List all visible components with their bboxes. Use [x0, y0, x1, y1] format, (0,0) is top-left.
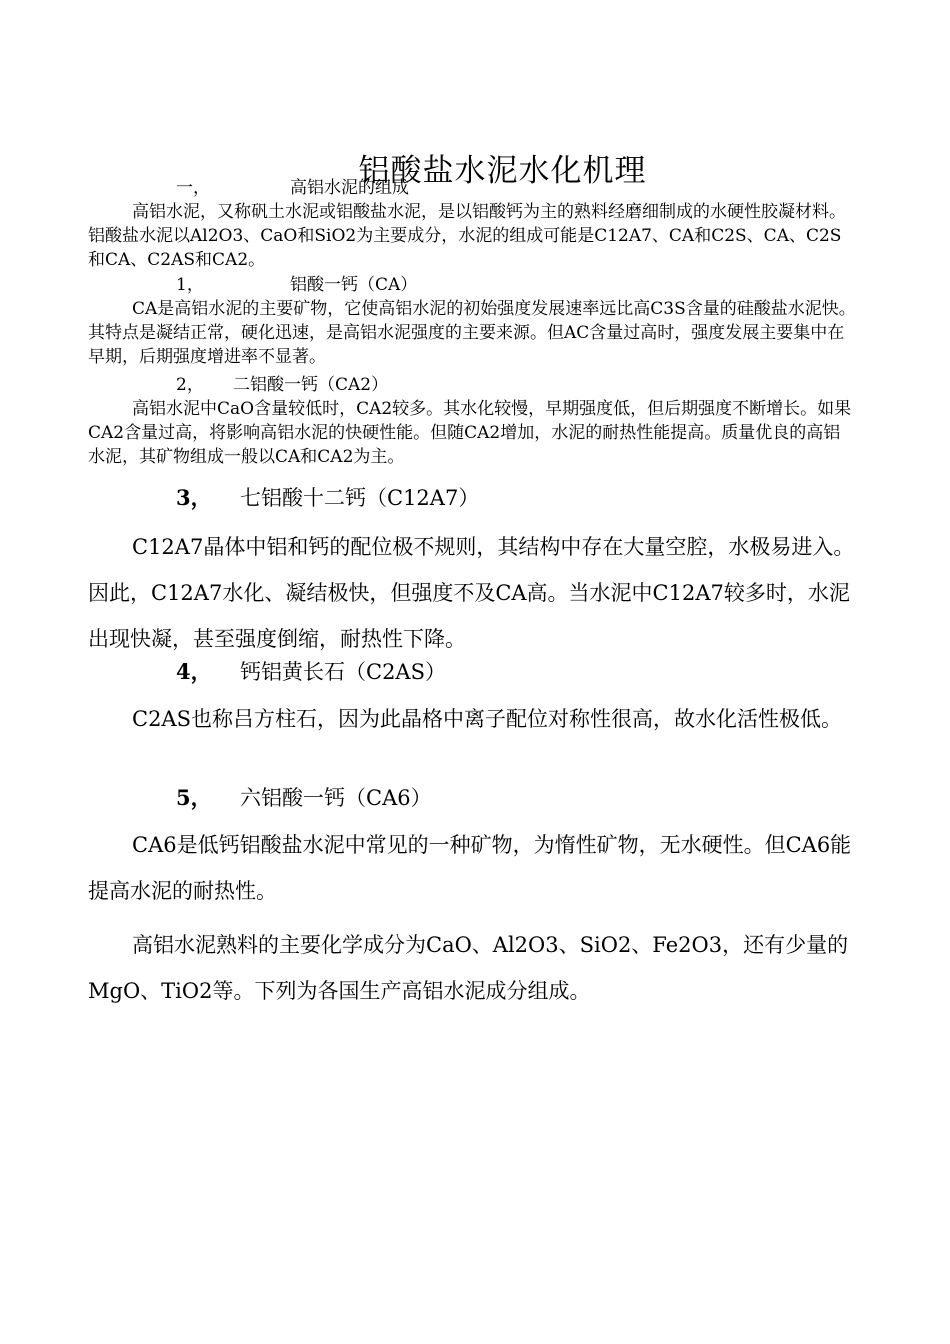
paragraph-ca2: 高铝水泥中CaO含量较低时，CA2较多。其水化较慢，早期强度低，但后期强度不断增长。如果CA2含量过高，将影响高铝水泥的快硬性能。但随CA2增加，水泥的耐热性能提高。质量优良的高铝水泥，其矿物组成一般以CA和CA2为主。: [88, 399, 852, 467]
section-title: 高铝水泥的组成: [290, 178, 409, 198]
paragraph-ca: CA是高铝水泥的主要矿物，它使高铝水泥的初始强度发展速率远比高C3S含量的硅酸盐水泥快。其特点是凝结正常，硬化迅速，是高铝水泥强度的主要来源。但AC含量过高时，强度发展主要集中在早期，后期强度增进率不显著。: [88, 299, 856, 367]
section-number: 4，: [176, 659, 212, 684]
section-heading-6: [88, 776, 856, 820]
section-heading-2: [88, 273, 856, 297]
section-number: 2，: [176, 375, 204, 395]
section-heading-5: [88, 650, 856, 694]
section-heading-3: [88, 373, 856, 397]
paragraph-ca6: CA6是低钙铝酸盐水泥中常见的一种矿物，为惰性矿物，无水硬性。但CA6能提高水泥的耐热性。: [88, 833, 852, 903]
paragraph-chemical-composition: 高铝水泥熟料的主要化学成分为CaO、Al2O3、SiO2、Fe2O3，还有少量的MgO、TiO2等。下列为各国生产高铝水泥成分组成。: [88, 933, 849, 1003]
section-title: 二铝酸一钙（CA2）: [233, 375, 389, 395]
section-number: 5，: [176, 785, 212, 810]
section-title: 六铝酸一钙（CA6）: [240, 786, 432, 810]
section-number: 1，: [176, 275, 204, 295]
section-heading-1: [88, 176, 856, 200]
section-title: 钙铝黄长石（C2AS）: [240, 660, 446, 684]
paragraph-c2as: C2AS也称吕方柱石，因为此晶格中离子配位对称性很高，故水化活性极低。: [132, 707, 842, 731]
paragraph-c12a7: C12A7晶体中铝和钙的配位极不规则，其结构中存在大量空腔，水极易进入。因此，C12A7水化、凝结极快，但强度不及CA高。当水泥中C12A7较多时，水泥出现快凝，甚至强度倒缩，耐热性下降。: [88, 535, 855, 651]
paragraph-composition: 高铝水泥，又称矾土水泥或铝酸盐水泥，是以铝酸钙为主的熟料经磨细制成的水硬性胶凝材料。铝酸盐水泥以Al2O3、CaO和SiO2为主要成分，水泥的组成可能是C12A7、CA和C2S、CA、C2S和CA、C2AS和CA2。: [88, 202, 846, 270]
section-heading-4: [88, 476, 856, 520]
section-title: 铝酸一钙（CA）: [290, 275, 418, 295]
section-number: 3，: [176, 485, 212, 510]
section-number: 一，: [176, 178, 210, 198]
document-title: 铝酸盐水泥水化机理: [358, 152, 647, 189]
section-title: 七铝酸十二钙（C12A7）: [240, 486, 480, 510]
